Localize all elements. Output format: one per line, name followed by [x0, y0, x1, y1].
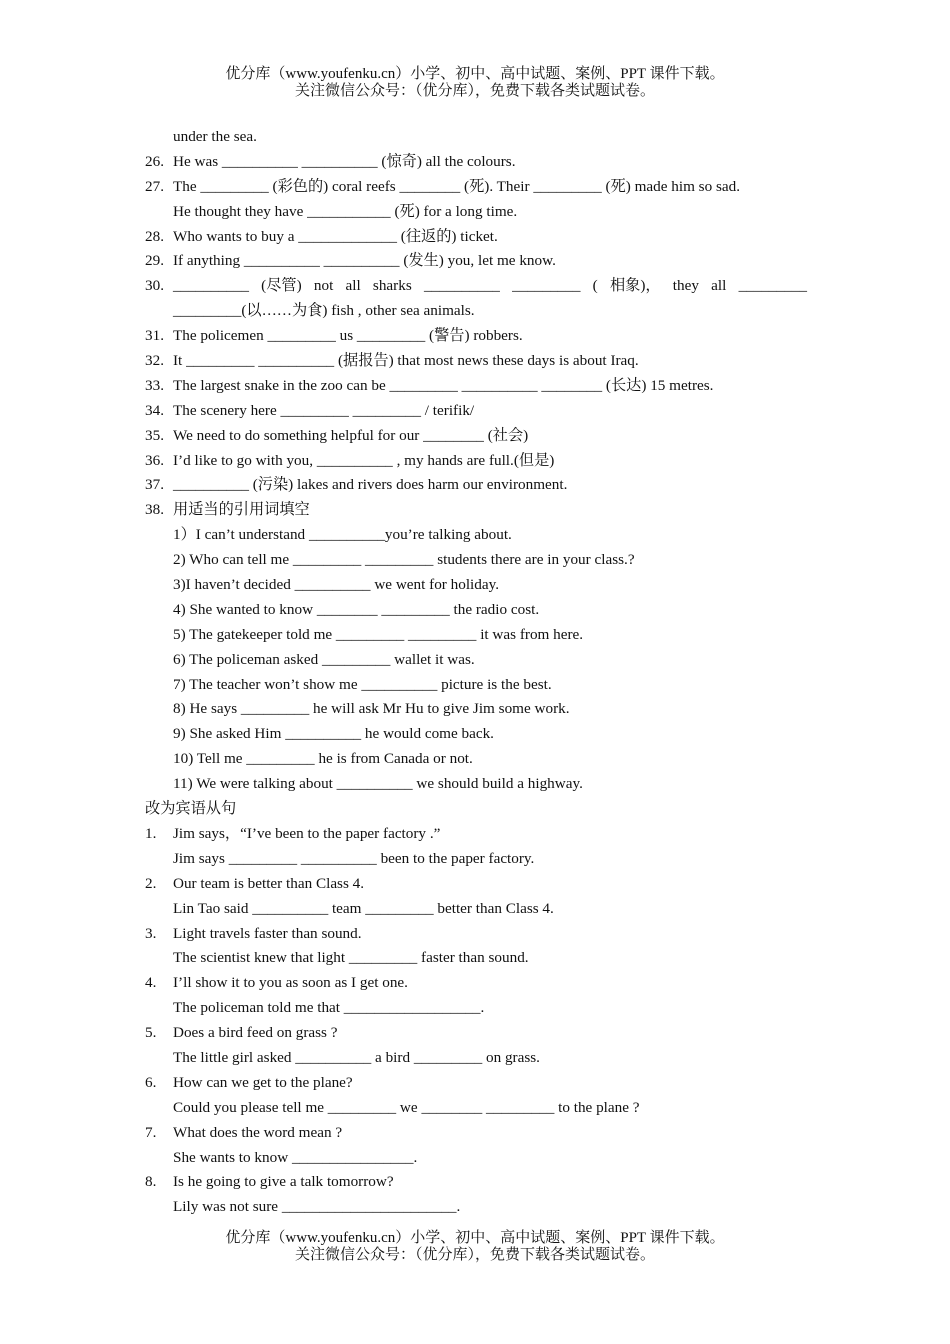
question-word: all [345, 277, 361, 295]
question-text: The little girl asked __________ a bird _________ on grass. [173, 1048, 540, 1066]
exercise-line [0, 946, 950, 971]
question-text: 11) We were talking about __________ we should build a highway. [173, 775, 583, 793]
exercise-line [0, 722, 950, 747]
section-heading: 改为宾语从句 [145, 800, 237, 818]
exercise-line [0, 648, 950, 673]
question-number: 34. [145, 401, 164, 419]
exercise-line [0, 1170, 950, 1195]
question-text-justified [173, 274, 807, 299]
question-text: Light travels faster than sound. [173, 924, 362, 942]
question-number: 33. [145, 376, 164, 394]
exercise-line [0, 1195, 950, 1220]
question-text: 5) The gatekeeper told me _________ _________ it was from here. [173, 625, 584, 643]
exercise-line [0, 747, 950, 772]
question-number: 2. [145, 874, 157, 892]
question-text: 4) She wanted to know ________ _________ the radio cost. [173, 600, 540, 618]
question-number: 6. [145, 1073, 157, 1091]
question-number: 29. [145, 252, 164, 270]
question-text: __________ (污染) lakes and rivers does harm our environment. [173, 476, 568, 494]
question-text: The _________ (彩色的) coral reefs ________ (死). Their _________ (死) made him so sad. [173, 177, 741, 195]
exercise-line [0, 523, 950, 548]
question-text: Jim says _________ __________ been to the paper factory. [173, 849, 535, 867]
question-text: It _________ __________ (据报告) that most news these days is about Iraq. [173, 352, 639, 370]
exercise-line [0, 150, 950, 175]
question-number: 27. [145, 177, 164, 195]
question-text: under the sea. [173, 128, 257, 145]
question-word: they [672, 277, 699, 295]
page-footer [0, 1230, 950, 1264]
question-word: 相象)， [609, 277, 661, 295]
question-text: Our team is better than Class 4. [173, 874, 365, 892]
question-text: Does a bird feed on grass ? [173, 1024, 338, 1042]
question-number: 1. [145, 824, 157, 842]
question-text: _________(以……为食) fish , other sea animals. [173, 302, 475, 320]
question-number: 26. [145, 152, 164, 170]
question-text: 8) He says _________ he will ask Mr Hu to give Jim some work. [173, 700, 570, 718]
question-text: 7) The teacher won’t show me __________ picture is the best. [173, 675, 552, 693]
exercise-line [0, 797, 950, 822]
question-number: 31. [145, 327, 164, 345]
question-number: 5. [145, 1024, 157, 1042]
question-text: He thought they have ___________ (死) for a long time. [173, 202, 518, 220]
page-header [0, 66, 950, 100]
question-word: __________ [423, 277, 500, 295]
exercise-line [0, 822, 950, 847]
question-text: We need to do something helpful for our ________ (社会) [173, 426, 529, 444]
exercise-line [0, 498, 950, 523]
question-number: 35. [145, 426, 164, 444]
question-word: ( [592, 277, 598, 295]
question-text: He was __________ __________ (惊奇) all the colours. [173, 152, 516, 170]
question-number: 4. [145, 974, 157, 992]
question-text: 2) Who can tell me _________ _________ students there are in your class.? [173, 551, 635, 569]
question-text: 9) She asked Him __________ he would come back. [173, 725, 494, 743]
question-text: What does the word mean ? [173, 1123, 343, 1141]
exercise-line [0, 374, 950, 399]
question-word: __________ [173, 277, 249, 295]
exercise-line [0, 1071, 950, 1096]
question-text: 1）I can’t understand __________you’re talking about. [173, 526, 512, 544]
exercise-line [0, 449, 950, 474]
exercise-line [0, 274, 950, 299]
question-text: 3)I haven’t decided __________ we went for holiday. [173, 576, 500, 594]
question-number: 28. [145, 227, 164, 245]
exercise-line [0, 324, 950, 349]
exercise-line [0, 1046, 950, 1071]
exercise-line [0, 399, 950, 424]
question-text: 10) Tell me _________ he is from Canada or not. [173, 750, 473, 768]
exercise-line [0, 971, 950, 996]
header-line-2: 关注微信公众号：（优分库），免费下载各类试题试卷。 [294, 83, 655, 99]
question-text: The scientist knew that light _________ faster than sound. [173, 949, 529, 967]
exercise-line [0, 598, 950, 623]
exercise-line [0, 1096, 950, 1121]
footer-line-1: 优分库（www.youfenku.cn）小学、初中、高中试题、案例、PPT 课件下载。 [225, 1230, 725, 1246]
question-number: 36. [145, 451, 164, 469]
exercise-line [0, 697, 950, 722]
exercise-line [0, 1021, 950, 1046]
exercise-line [0, 225, 950, 250]
question-text: Is he going to give a talk tomorrow? [173, 1173, 394, 1191]
exercise-line [0, 175, 950, 200]
question-number: 8. [145, 1173, 157, 1191]
question-word: all [711, 277, 727, 295]
question-number: 3. [145, 924, 157, 942]
exercise-line [0, 473, 950, 498]
question-text: Who wants to buy a _____________ (往返的) ticket. [173, 227, 498, 245]
question-text: The policeman told me that __________________. [173, 999, 485, 1017]
exercise-line [0, 249, 950, 274]
exercise-line [0, 922, 950, 947]
question-text: Lily was not sure _______________________. [173, 1198, 461, 1216]
exercise-line [0, 673, 950, 698]
exercise-line [0, 996, 950, 1021]
footer-line-2: 关注微信公众号：（优分库），免费下载各类试题试卷。 [294, 1247, 655, 1263]
exercise-line [0, 772, 950, 797]
exercise-line [0, 299, 950, 324]
exercise-line [0, 548, 950, 573]
exercise-line [0, 349, 950, 374]
exercise-line [0, 897, 950, 922]
exercise-line [0, 573, 950, 598]
question-word: sharks [372, 277, 412, 295]
question-text: 6) The policeman asked _________ wallet it was. [173, 650, 475, 668]
exercise-line [0, 125, 950, 150]
question-text: Jim says，“I’ve been to the paper factory .” [173, 824, 441, 842]
question-text: I’ll show it to you as soon as I get one. [173, 974, 408, 992]
question-word: _________ [512, 277, 581, 295]
question-text: The largest snake in the zoo can be _________ __________ ________ (长达) 15 metres. [173, 376, 714, 394]
question-text: 用适当的引用词填空 [173, 501, 310, 519]
question-number: 30. [145, 277, 164, 295]
question-word: _________ [738, 277, 807, 295]
question-number: 7. [145, 1123, 157, 1141]
question-text: The policemen _________ us _________ (警告) robbers. [173, 327, 523, 345]
question-number: 38. [145, 501, 164, 519]
exercise-line [0, 200, 950, 225]
exercise-list [0, 125, 950, 1220]
question-text: She wants to know ________________. [173, 1148, 418, 1166]
question-number: 37. [145, 476, 164, 494]
question-text: I’d like to go with you, __________ , my hands are full.(但是) [173, 451, 555, 469]
question-number: 32. [145, 352, 164, 370]
question-text: If anything __________ __________ (发生) you, let me know. [173, 252, 556, 270]
exercise-line [0, 872, 950, 897]
exercise-line [0, 847, 950, 872]
header-line-1: 优分库（www.youfenku.cn）小学、初中、高中试题、案例、PPT 课件下载。 [225, 66, 725, 82]
exercise-line [0, 1121, 950, 1146]
exercise-line [0, 623, 950, 648]
question-word: not [313, 277, 334, 295]
exercise-line [0, 424, 950, 449]
question-text: The scenery here _________ _________ / terifik/ [173, 401, 475, 419]
question-text: How can we get to the plane? [173, 1073, 353, 1091]
question-word: (尽管) [261, 277, 302, 295]
exercise-line [0, 1146, 950, 1171]
question-text: Lin Tao said __________ team _________ better than Class 4. [173, 899, 554, 917]
question-text: Could you please tell me _________ we ________ _________ to the plane ? [173, 1098, 640, 1116]
